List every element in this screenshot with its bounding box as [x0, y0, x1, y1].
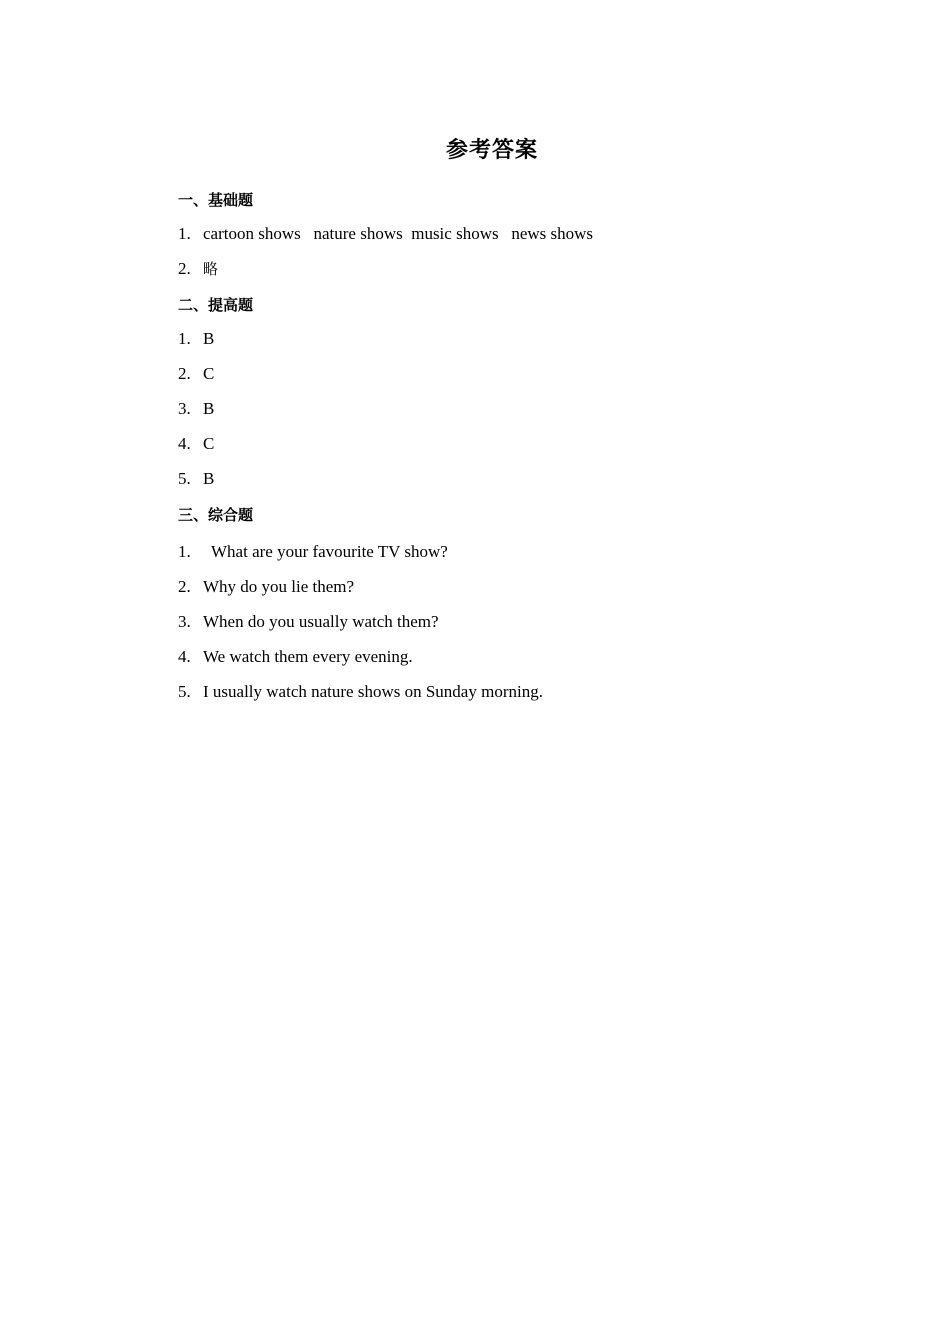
answer-item: [178, 363, 214, 385]
item-text: B: [203, 399, 215, 418]
section-heading-basic: 一、基础题: [178, 191, 254, 209]
item-number: 5.: [178, 469, 191, 488]
item-text: I usually watch nature shows on Sunday morning.: [203, 682, 543, 701]
answer-item: [178, 433, 214, 455]
answer-item: [178, 541, 448, 563]
item-text: C: [203, 364, 215, 383]
item-text: What are your favourite TV show?: [211, 542, 448, 561]
item-text: B: [203, 469, 215, 488]
answer-item: [178, 611, 439, 633]
item-number: 4.: [178, 434, 191, 453]
item-text: Why do you lie them?: [203, 577, 355, 596]
item-text: We watch them every evening.: [203, 647, 413, 666]
item-text: C: [203, 434, 215, 453]
item-number: 2.: [178, 259, 191, 278]
item-text: B: [203, 329, 215, 348]
answer-item: [178, 646, 413, 668]
answer-item: [178, 258, 218, 280]
item-number: 1.: [178, 329, 191, 348]
answer-item: [178, 328, 214, 350]
item-number: 5.: [178, 682, 191, 701]
item-text: When do you usually watch them?: [203, 612, 439, 631]
section-heading-comprehensive: 三、综合题: [178, 506, 254, 524]
answer-item: [178, 576, 354, 598]
answer-item: [178, 681, 543, 703]
answer-item: [178, 223, 593, 245]
answer-item: [178, 398, 214, 420]
item-number: 3.: [178, 612, 191, 631]
item-number: 2.: [178, 364, 191, 383]
item-text: 略: [203, 260, 219, 278]
answer-item: [178, 468, 214, 490]
item-number: 4.: [178, 647, 191, 666]
item-number: 1.: [178, 224, 191, 243]
section-heading-advanced: 二、提高题: [178, 296, 254, 314]
item-number: 2.: [178, 577, 191, 596]
item-number: 1.: [178, 542, 191, 561]
item-number: 3.: [178, 399, 191, 418]
page-title: 参考答案: [445, 138, 538, 163]
item-text: cartoon shows nature shows music shows news shows: [203, 224, 594, 243]
